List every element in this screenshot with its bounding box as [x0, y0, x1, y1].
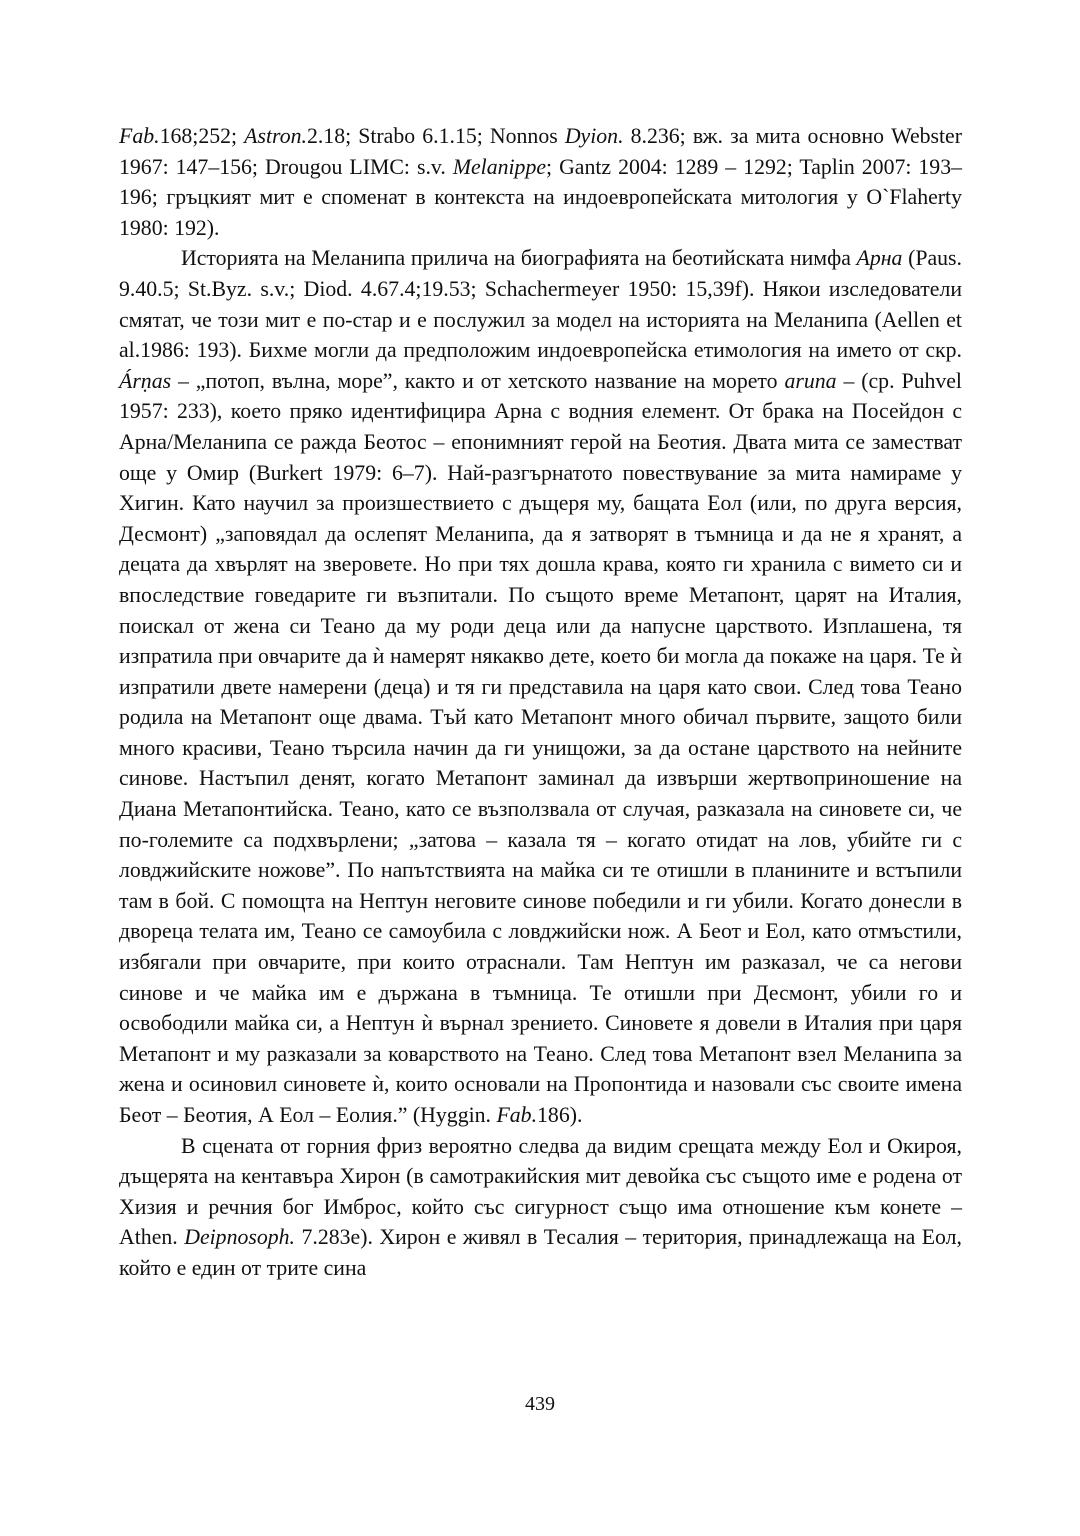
text-run: 186).: [537, 1103, 583, 1127]
text-run: 7.283e). Хирон е живял в Тесалия – територия, принадлежаща на Еол, който е един от трите сина: [119, 1225, 962, 1280]
italic-term: Арна: [856, 246, 903, 271]
italic-ref: Fab.: [496, 1103, 538, 1127]
italic-ref: Melanippe: [452, 154, 547, 179]
page-number: 439: [525, 1393, 555, 1415]
text-run: Историята на Меланипа прилича на биографията на беотийската нимфа: [181, 246, 857, 271]
italic-term: Árṇas: [119, 368, 172, 393]
italic-ref: Deipnosoph.: [184, 1225, 295, 1250]
italic-ref: Astron.: [244, 124, 307, 148]
paragraph-1: [119, 121, 962, 243]
paragraph-3: [119, 1131, 962, 1284]
text-run: – (ср. Puhvel 1957: 233), което пряко идентифицира Арна с водния елемент. От брака на Посейдон с Арна/Меланипа се ражда Беотос – епонимният герой на Беотия. Двата мита се заместват още у Омир (Burkert 1979: 6–7). Най-разгърнатото повествувание за мита намираме у Хигин. Като научил за произшествието с дъщеря му, бащата Еол (или, по друга версия, Десмонт) „заповядал да ослепят Меланипа, да я затворят в тъмница и да не я хранят, а децата да хвърлят на зверовете. Но при тях дошла крава, която ги хранила с вимето си и впоследствие говедарите ги възпитали. По същото време Метапонт, царят на Италия, поискал от жена си Теано да му роди деца или да напусне царството. Изплашена, тя изпратила при овчарите да ѝ намерят някакво дете, което би могла да покаже на царя. Те ѝ изпратили двете намерени (деца) и тя ги представила на царя като свои. След това Теано родила на Метапонт още двама. Тъй като Метапонт много обичал първите, защото били много красиви, Теано търсила начин да ги унищожи, за да остане царството на нейните синове. Настъпил денят, когато Метапонт заминал да извърши жертвоприношение на Диана Метапонтийска. Теано, като се възползвала от случая, разказала на синовете си, че по-големите са подхвърлени; „затова – казала тя – когато отидат на лов, убийте ги с ловджийските ножове”. По напътствията на майка си те отишли в планините и встъпили там в бой. С помощта на Нептун неговите синове победили и ги убили. Когато донесли в двореца телата им, Теано се самоубила с ловджийски нож. А Беот и Еол, като отмъстили, избягали при овчарите, при които отраснали. Там Нептун им разказал, че са негови синове и че майка им е държана в тъмница. Те отишли при Десмонт, убили го и освободили майка си, а Нептун ѝ върнал зрението. Синовете я довели в Италия при царя Метапонт и му разказали за коварството на Теано. След това Метапонт взел Меланипа за жена и осиновил синовете ѝ, които основали на Пропонтида и назовали със своите имена Беот – Беотия, А Еол – Еолия.” (Hyggin.: [119, 368, 962, 1127]
text-run: – „потоп, вълна, море”, както и от хетското название на морето: [171, 368, 785, 393]
italic-ref: Dyion.: [564, 124, 624, 148]
text-run: (Paus. 9.40.5; St.Byz. s.v.; Diod. 4.67.4;19.53; Schachermeyer 1950: 15,39f). Някои изследователи смятат, че този мит е по-стар и е послужил за модел на историята на Меланипа (Aellen et al.1986: 193). Бихме могли да предположим индоевропейска етимология на името от скр.: [119, 246, 962, 363]
text-run: 168;252;: [159, 124, 245, 148]
paragraph-2: [119, 243, 962, 1130]
text-run: 8.236; вж. за мита основно Webster 1967: 147–156; Drougou LIMC: s.v.: [119, 124, 962, 179]
italic-term: aruna: [784, 368, 837, 393]
text-run: В сцената от горния фриз вероятно следва да видим срещата между Еол и Окироя, дъщерята на кентавъра Хирон (в самотракийския мит девойка със същото име е родена от Хизия и речния бог Имброс, който със сигурност също има отношение към конете – Athen.: [119, 1133, 962, 1250]
body-text: [119, 121, 962, 1284]
text-run: 2.18; Strabo 6.1.15; Nonnos: [306, 124, 565, 148]
italic-ref: Fab.: [119, 124, 160, 148]
text-run: ; Gantz 2004: 1289 – 1292; Taplin 2007: 193–196; гръцкият мит е споменат в контекста на индоевропейската митология у O`Flaherty 1980: 192).: [119, 154, 962, 240]
